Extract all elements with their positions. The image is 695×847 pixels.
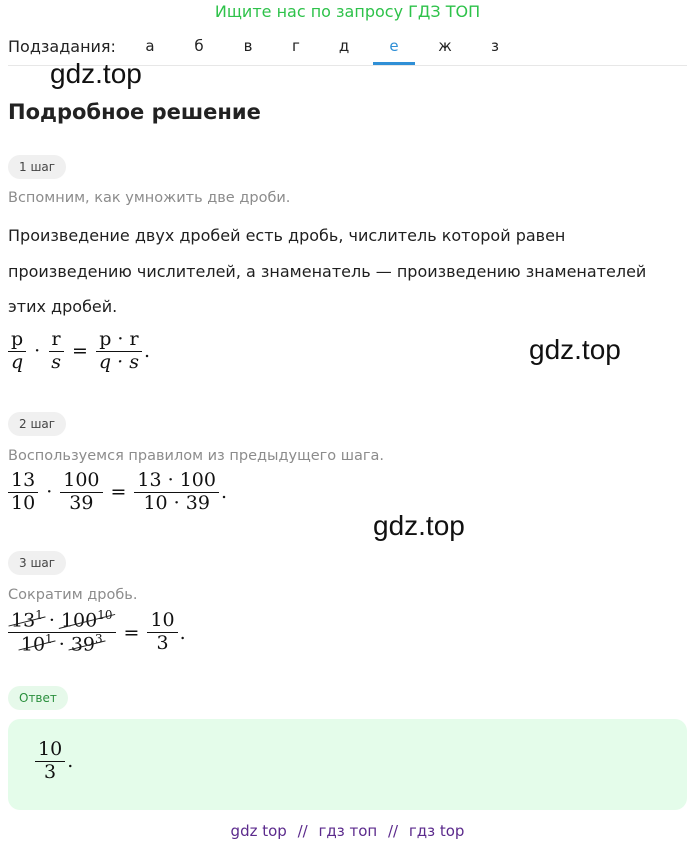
fraction <box>48 329 64 374</box>
answer-box <box>8 719 687 810</box>
fraction <box>35 739 65 784</box>
footer-link[interactable]: гдз top <box>408 822 465 840</box>
step-badge-3: 3 шаг <box>8 551 66 575</box>
denominator: s <box>51 350 61 373</box>
tab-d[interactable]: д <box>338 37 350 55</box>
denominator: 10 <box>11 491 36 514</box>
footer-links <box>0 822 695 840</box>
denominator: q · s <box>98 350 139 373</box>
tab-g[interactable]: г <box>292 37 300 55</box>
tab-b[interactable]: б <box>194 37 204 55</box>
denominator: 10 · 39 <box>143 491 210 514</box>
watermark: gdz.top <box>529 334 621 365</box>
answer-formula: $\frac{10}{3}$ . <box>33 739 73 784</box>
watermark: gdz.top <box>50 58 142 89</box>
tab-e[interactable]: е <box>389 37 399 55</box>
tab-zh[interactable]: ж <box>438 37 452 55</box>
fraction <box>96 329 142 374</box>
subtasks-label: Подзадания: <box>8 37 116 56</box>
fraction <box>60 470 102 515</box>
step-text-line: произведению числителей, а знаменатель — произведению знаменателей <box>8 262 647 281</box>
crossed-factor: $10^1$ <box>20 632 53 656</box>
denominator: $10^1 \cdot 39^3$ <box>20 632 103 656</box>
answer-badge: Ответ <box>8 686 68 710</box>
step-hint-1: Вспомним, как умножить две дроби. <box>8 190 291 206</box>
denominator: 3 <box>156 632 169 655</box>
step-text-line: этих дробей. <box>8 297 118 316</box>
step-hint-2: Воспользуемся правилом из предыдущего шага. <box>8 448 385 464</box>
denominator: 39 <box>69 491 94 514</box>
step-hint-3: Сократим дробь. <box>8 587 138 603</box>
fraction <box>8 609 116 656</box>
crossed-factor: $100^{10}$ <box>60 608 113 632</box>
numerator: 100 <box>60 470 102 493</box>
footer-link[interactable]: гдз топ <box>318 822 378 840</box>
search-banner: Ищите нас по запросу ГДЗ ТОП <box>214 2 481 21</box>
tab-z[interactable]: з <box>491 37 499 55</box>
numerator: p <box>8 329 26 352</box>
footer-separator: // <box>387 822 399 840</box>
watermark: gdz.top <box>373 510 465 541</box>
denominator: q <box>11 350 24 373</box>
formula-step-2: $\frac{13}{10}$ · $\frac{100}{39}$ = $\frac{13 \cdot 100}{10 \cdot 39}$ . <box>6 470 227 515</box>
numerator: 13 <box>8 470 38 493</box>
numerator: $13^1 \cdot 100^{10}$ <box>8 609 116 633</box>
formula-step-1: $\frac{p}{q}$ · $\frac{r}{s}$ = $\frac{p \cdot r}{q \cdot s}$ . <box>6 329 150 374</box>
crossed-factor: $13^1$ <box>11 608 43 632</box>
fraction <box>8 329 26 374</box>
numerator: p · r <box>96 329 141 352</box>
numerator: r <box>49 329 64 352</box>
crossed-factor: $39^3$ <box>70 632 103 656</box>
step-text-line: Произведение двух дробей есть дробь, числитель которой равен <box>8 226 566 245</box>
formula-step-3: $\frac{13^1 \cdot 100^{10}}{10^1 \cdot 39^3}$ = $\frac{10}{3}$ . <box>6 609 186 656</box>
fraction <box>8 470 38 515</box>
step-badge-2: 2 шаг <box>8 412 66 436</box>
tab-a[interactable]: а <box>145 37 155 55</box>
fraction <box>134 470 219 515</box>
footer-separator: // <box>297 822 308 840</box>
tab-v[interactable]: в <box>243 37 253 55</box>
numerator: 10 <box>35 739 65 762</box>
fraction <box>147 610 177 655</box>
footer-link[interactable]: gdz top <box>230 822 287 840</box>
step-badge-1: 1 шаг <box>8 155 66 179</box>
denominator: 3 <box>44 760 57 783</box>
page-title: Подробное решение <box>8 100 261 124</box>
numerator: 13 · 100 <box>134 470 219 493</box>
numerator: 10 <box>147 610 177 633</box>
